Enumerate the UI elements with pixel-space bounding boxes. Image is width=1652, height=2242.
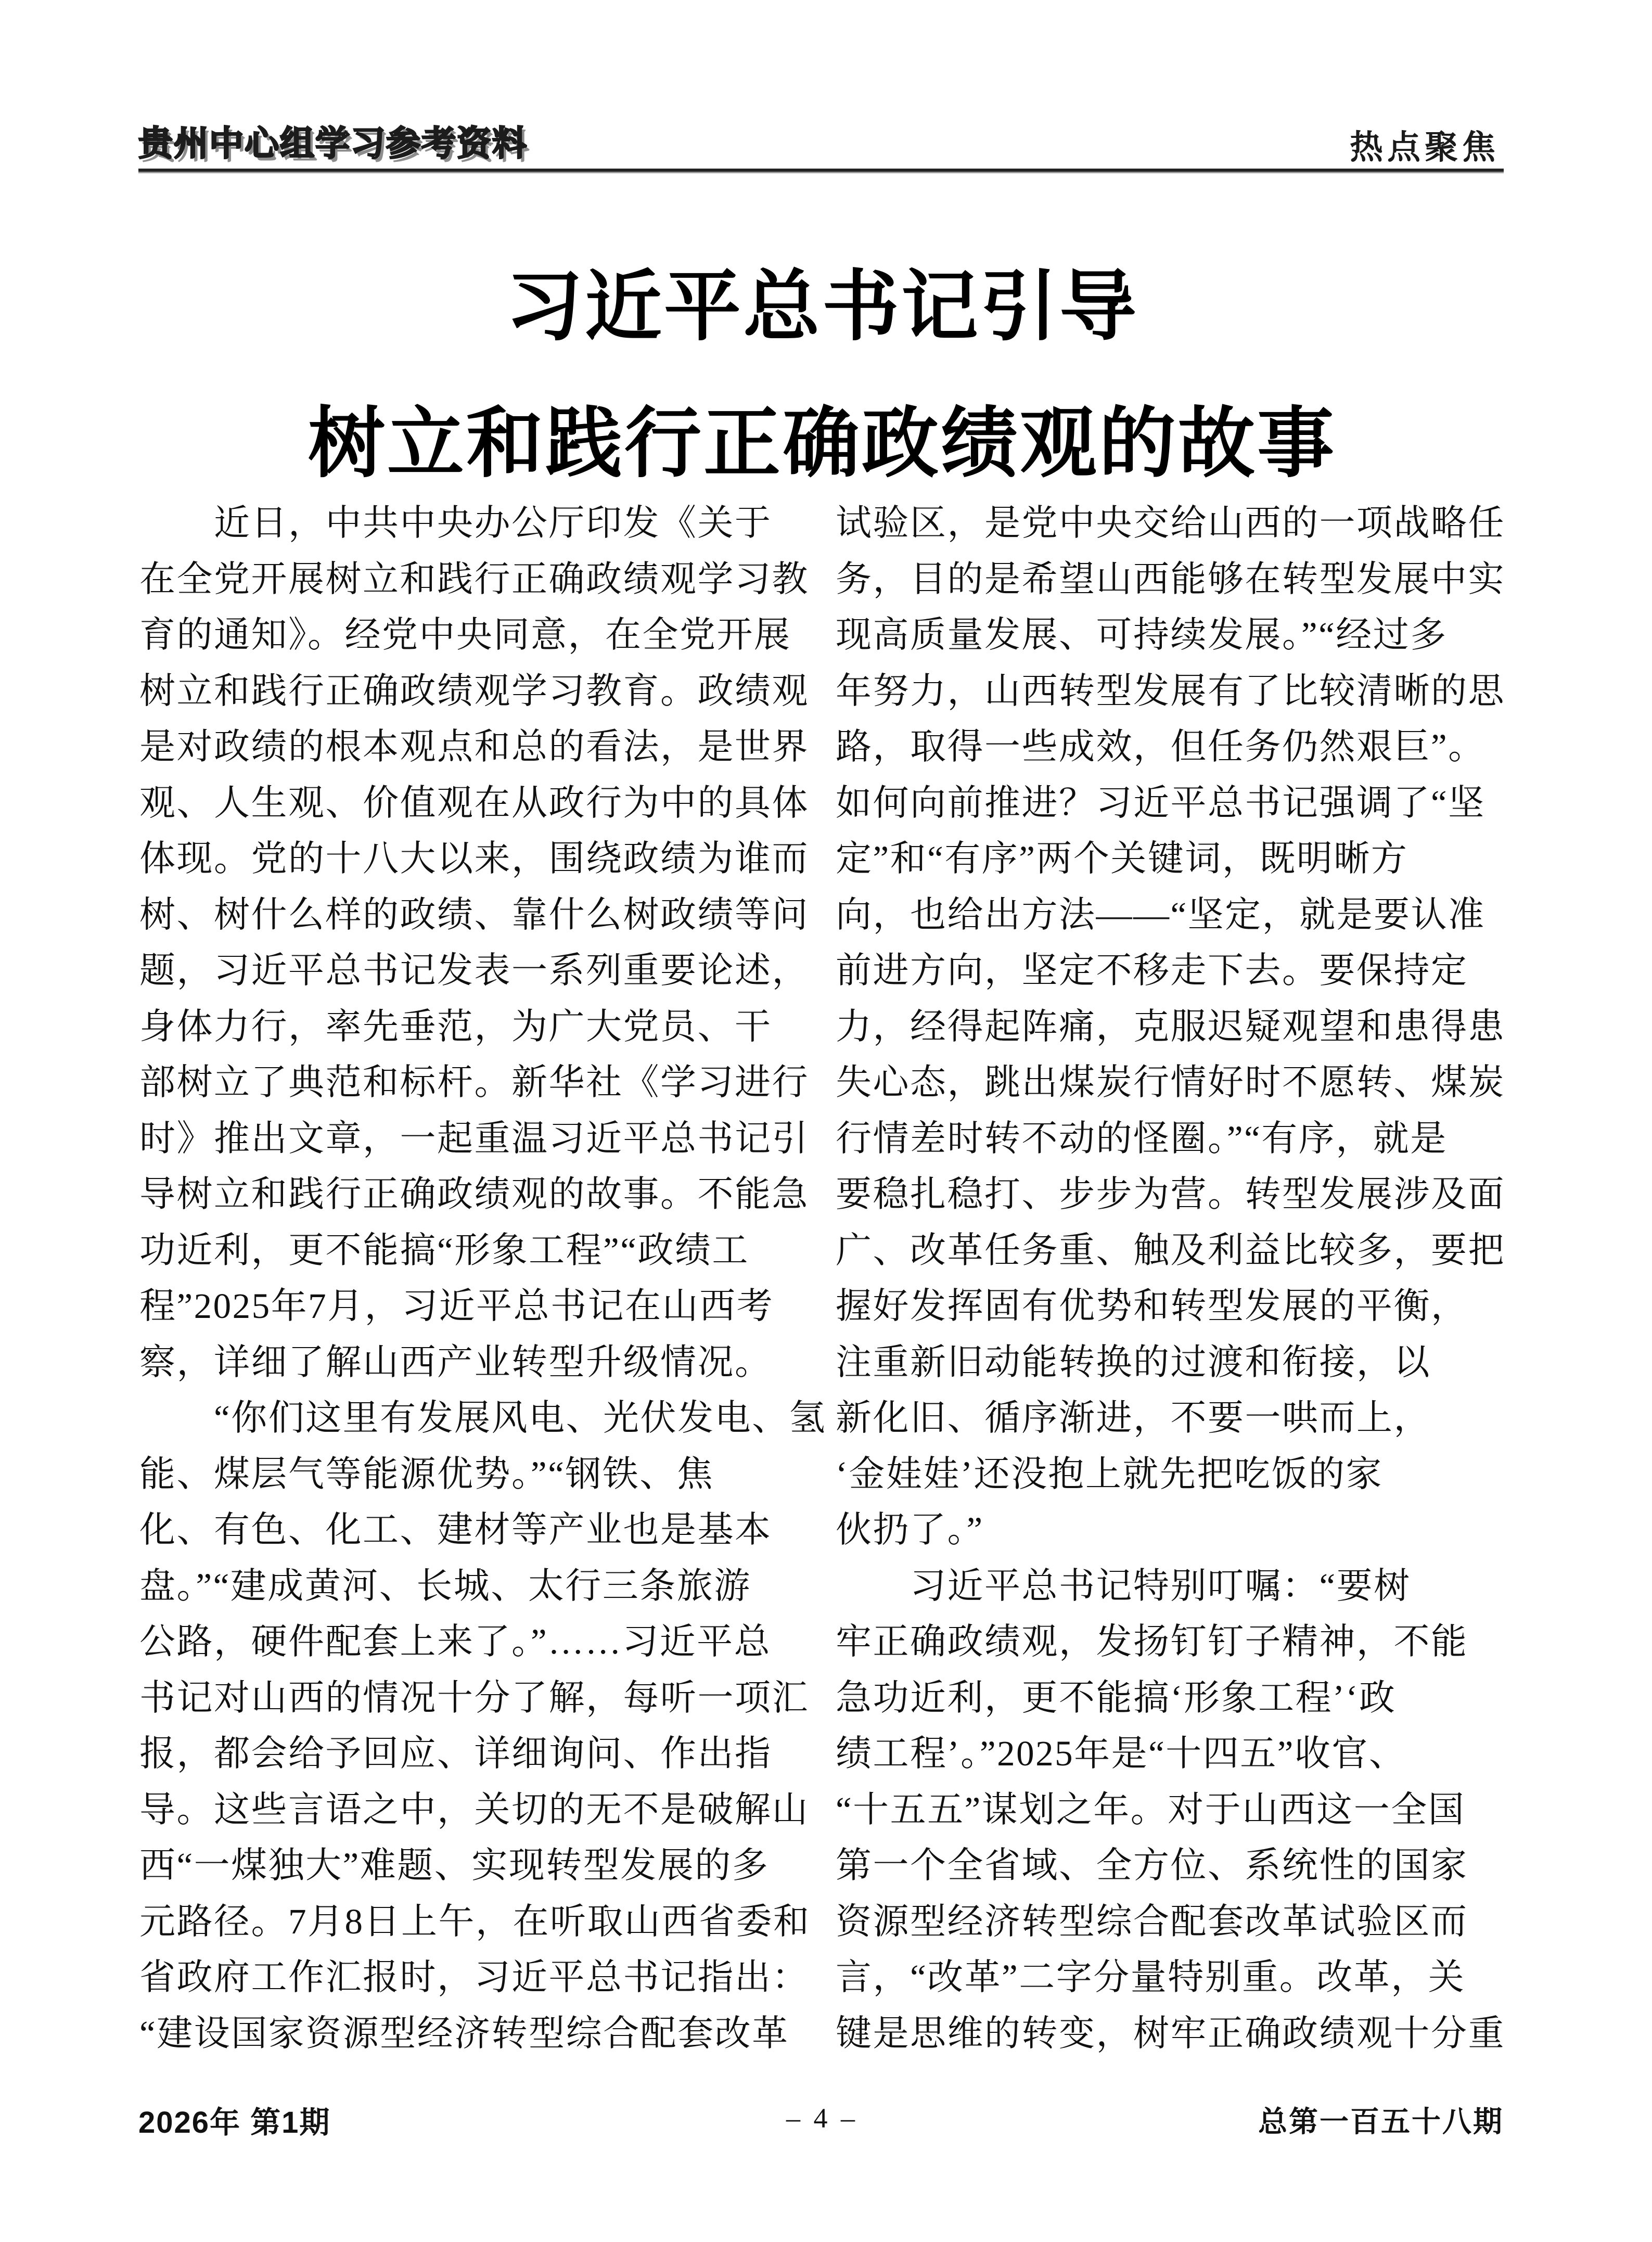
body-text-line: 言，“改革”二字分量特别重。改革，关 xyxy=(836,1957,1466,1997)
body-text-line: 伙扔了。” xyxy=(836,1510,984,1549)
body-text-line: 牢正确政绩观，发扬钉钉子精神，不能 xyxy=(836,1622,1468,1661)
body-text-line: 盘。”“建成黄河、长城、太行三条旅游 xyxy=(139,1566,751,1606)
header-brand-title: 贵州中心组学习参考资料 xyxy=(138,124,528,162)
body-text-line: 报，都会给予回应、详细询问、作出指 xyxy=(139,1734,772,1773)
body-text-line: 习近平总书记特别叮嘱：“要树 xyxy=(836,1566,1411,1606)
header-section-label: 热点聚焦 xyxy=(1350,129,1500,166)
body-text-line: 路，取得一些成效，但任务仍然艰巨”。 xyxy=(836,727,1485,766)
body-text-line: 功近利，更不能搞“形象工程”“政绩工 xyxy=(139,1230,749,1270)
body-text-line: 体现。党的十八大以来，围绕政绩为谁而 xyxy=(139,839,809,878)
body-column-left xyxy=(139,495,827,2061)
body-text-line: 元路径。7月8日上午，在听取山西省委和 xyxy=(139,1901,811,1941)
body-text-line: 树、树什么样的政绩、靠什么树政绩等问 xyxy=(139,894,809,934)
article-title-line-2: 树立和践行正确政绩观的故事 xyxy=(308,401,1336,486)
body-text-line: “你们这里有发展风电、光伏发电、氢 xyxy=(139,1398,827,1438)
body-text-line: 近日，中共中央办公厅印发《关于 xyxy=(139,503,772,543)
body-text-line: 察，详细了解山西产业转型升级情况。 xyxy=(139,1342,772,1382)
body-text-line: 西“一煤独大”难题、实现转型发展的多 xyxy=(139,1846,770,1885)
body-column-right xyxy=(836,495,1507,2061)
body-text-line: 化、有色、化工、建材等产业也是基本 xyxy=(139,1510,772,1549)
body-text-line: 广、改革任务重、触及利益比较多，要把 xyxy=(836,1230,1505,1270)
body-text-line: 题，习近平总书记发表一系列重要论述， xyxy=(139,951,809,990)
body-text-line: 新化旧、循序渐进，不要一哄而上， xyxy=(836,1398,1431,1438)
footer-volume-label: 总第一百五十八期 xyxy=(1258,2105,1504,2138)
body-text-line: 键是思维的转变，树牢正确政绩观十分重 xyxy=(836,2013,1505,2053)
body-text-line: 现高质量发展、可持续发展。”“经过多 xyxy=(836,615,1448,655)
body-text-line: 导。这些言语之中，关切的无不是破解山 xyxy=(139,1789,809,1829)
body-text-line: 第一个全省域、全方位、系统性的国家 xyxy=(836,1846,1468,1885)
body-text-line: 导树立和践行正确政绩观的故事。不能急 xyxy=(139,1174,809,1214)
body-text-line: 身体力行，率先垂范，为广大党员、干 xyxy=(139,1006,772,1046)
body-text-line: 定”和“有序”两个关键词，既明晰方 xyxy=(836,839,1408,878)
body-text-line: 省政府工作汇报时，习近平总书记指出： xyxy=(139,1957,809,1997)
body-text-line: 行情差时转不动的怪圈。”“有序，就是 xyxy=(836,1118,1448,1158)
footer-issue-label: 2026年 第1期 xyxy=(138,2106,331,2139)
body-text-line: ‘金娃娃’还没抱上就先把吃饭的家 xyxy=(836,1454,1383,1494)
body-text-line: 观、人生观、价值观在从政行为中的具体 xyxy=(139,783,809,823)
body-text-line: 务，目的是希望山西能够在转型发展中实 xyxy=(836,559,1505,599)
body-text-line: 资源型经济转型综合配套改革试验区而 xyxy=(836,1901,1468,1941)
body-text-line: 是对政绩的根本观点和总的看法，是世界 xyxy=(139,727,809,766)
body-text-line: 握好发挥固有优势和转型发展的平衡， xyxy=(836,1286,1468,1326)
body-text-line: 失心态，跳出煤炭行情好时不愿转、煤炭 xyxy=(836,1062,1505,1102)
body-text-line: 前进方向，坚定不移走下去。要保持定 xyxy=(836,951,1468,990)
body-text-line: 向，也给出方法——“坚定，就是要认准 xyxy=(836,894,1485,934)
footer-page-number: – 4 – xyxy=(786,2103,858,2134)
article-title-line-1: 习近平总书记引导 xyxy=(506,264,1138,350)
body-text-line: 树立和践行正确政绩观学习教育。政绩观 xyxy=(139,671,809,711)
body-text-line: 书记对山西的情况十分了解，每听一项汇 xyxy=(139,1677,809,1718)
body-text-line: 试验区，是党中央交给山西的一项战略任 xyxy=(836,503,1505,543)
body-text-line: 力，经得起阵痛，克服迟疑观望和患得患 xyxy=(836,1006,1505,1046)
body-text-line: 公路，硬件配套上来了。”……习近平总 xyxy=(139,1622,772,1661)
body-text-line: 程”2025年7月，习近平总书记在山西考 xyxy=(139,1286,774,1326)
body-text-line: “十五五”谋划之年。对于山西这一全国 xyxy=(836,1789,1466,1829)
body-text-line: “建设国家资源型经济转型综合配套改革 xyxy=(139,2013,789,2053)
body-text-line: 部树立了典范和标杆。新华社《学习进行 xyxy=(139,1062,809,1102)
body-text-line: 育的通知》。经党中央同意，在全党开展 xyxy=(139,615,791,655)
body-text-line: 要稳扎稳打、步步为营。转型发展涉及面 xyxy=(836,1174,1505,1214)
body-text-line: 年努力，山西转型发展有了比较清晰的思 xyxy=(836,671,1505,711)
header-divider xyxy=(138,169,1504,173)
body-text-line: 绩工程’。”2025年是“十四五”收官、 xyxy=(836,1734,1406,1773)
body-text-line: 如何向前推进？习近平总书记强调了“坚 xyxy=(836,783,1485,823)
body-text-line: 注重新旧动能转换的过渡和衔接，以 xyxy=(836,1342,1431,1382)
body-text-line: 在全党开展树立和践行正确政绩观学习教 xyxy=(139,559,809,599)
body-text-line: 急功近利，更不能搞‘形象工程’‘政 xyxy=(836,1677,1397,1718)
body-text-line: 时》推出文章，一起重温习近平总书记引 xyxy=(139,1118,809,1158)
body-text-line: 能、煤层气等能源优势。”“钢铁、焦 xyxy=(139,1454,714,1494)
